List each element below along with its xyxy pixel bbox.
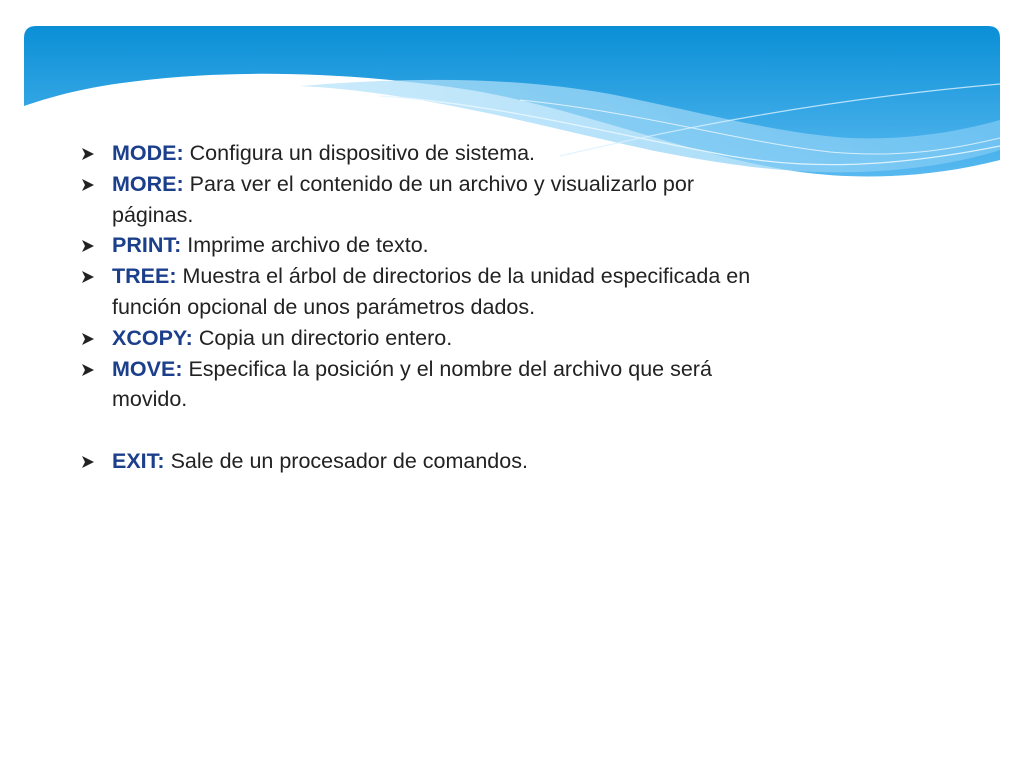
command-description: Sale de un procesador de comandos. xyxy=(170,448,528,473)
command-description: Especifica la posición y el nombre del archivo que será movido. xyxy=(112,356,712,412)
list-item xyxy=(80,354,780,416)
arrowhead-bullet-icon xyxy=(81,178,95,192)
command-description: Copia un directorio entero. xyxy=(198,325,453,350)
list-item xyxy=(80,169,780,231)
arrowhead-bullet-icon xyxy=(81,270,95,284)
command-description: Imprime archivo de texto. xyxy=(187,233,429,258)
arrowhead-bullet-icon xyxy=(81,455,95,469)
command-name: MOVE: xyxy=(112,356,183,381)
command-list xyxy=(80,138,780,477)
command-list-area xyxy=(80,138,780,477)
command-description: Configura un dispositivo de sistema. xyxy=(189,141,536,165)
arrowhead-bullet-icon xyxy=(81,147,95,161)
command-name: XCOPY: xyxy=(112,325,193,350)
arrowhead-bullet-icon xyxy=(81,332,95,346)
command-description: Para ver el contenido de un archivo y visualizarlo por páginas. xyxy=(112,171,694,227)
list-item xyxy=(80,261,780,323)
list-item xyxy=(80,323,780,354)
command-description: Muestra el árbol de directorios de la unidad especificada en función opcional de unos parámetros dados. xyxy=(112,264,751,319)
list-item xyxy=(80,138,780,169)
command-name: EXIT: xyxy=(112,448,165,473)
command-name: TREE: xyxy=(112,264,177,289)
command-name: MODE: xyxy=(112,141,184,165)
command-name: MORE: xyxy=(112,171,184,196)
command-name: PRINT: xyxy=(112,233,182,258)
list-item xyxy=(80,230,780,261)
arrowhead-bullet-icon xyxy=(81,239,95,253)
list-item xyxy=(80,446,780,477)
arrowhead-bullet-icon xyxy=(81,363,95,377)
